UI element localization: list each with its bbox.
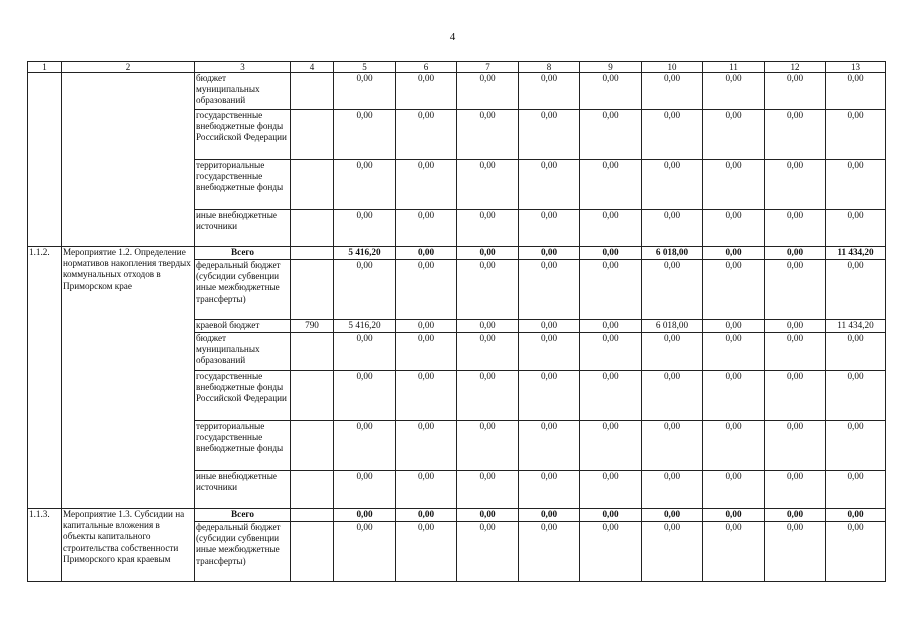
value-cell: 0,00 xyxy=(765,522,826,582)
value-cell: 0,00 xyxy=(334,160,396,210)
value-cell: 0,00 xyxy=(519,320,580,333)
value-cell: 0,00 xyxy=(765,320,826,333)
value-cell: 0,00 xyxy=(580,73,642,110)
funding-source: федеральный бюджет (субсидии субвенции иные межбюджетные трансферты) xyxy=(195,260,291,320)
value-cell: 0,00 xyxy=(580,371,642,421)
value-cell: 0,00 xyxy=(642,333,703,371)
value-cell: 0,00 xyxy=(334,509,396,522)
value-cell: 0,00 xyxy=(642,73,703,110)
value-cell: 0,00 xyxy=(396,333,457,371)
value-cell: 0,00 xyxy=(642,471,703,509)
value-cell: 0,00 xyxy=(580,333,642,371)
value-cell: 0,00 xyxy=(457,471,519,509)
value-cell: 0,00 xyxy=(457,73,519,110)
value-cell: 0,00 xyxy=(765,210,826,247)
value-cell: 0,00 xyxy=(396,320,457,333)
value-cell: 0,00 xyxy=(642,210,703,247)
item-code: 1.1.3. xyxy=(28,509,62,582)
value-cell: 0,00 xyxy=(519,110,580,160)
value-cell: 0,00 xyxy=(826,371,886,421)
value-cell: 6 018,00 xyxy=(642,247,703,260)
value-cell: 0,00 xyxy=(519,333,580,371)
budget-code xyxy=(291,333,334,371)
value-cell: 0,00 xyxy=(826,260,886,320)
value-cell: 0,00 xyxy=(396,509,457,522)
value-cell: 0,00 xyxy=(703,247,765,260)
value-cell: 0,00 xyxy=(396,73,457,110)
value-cell: 0,00 xyxy=(396,160,457,210)
funding-source: бюджет муниципальных образований xyxy=(195,333,291,371)
value-cell: 0,00 xyxy=(334,73,396,110)
value-cell: 0,00 xyxy=(703,371,765,421)
value-cell: 0,00 xyxy=(826,421,886,471)
value-cell: 0,00 xyxy=(457,320,519,333)
value-cell: 0,00 xyxy=(765,247,826,260)
value-cell: 0,00 xyxy=(642,110,703,160)
value-cell: 0,00 xyxy=(457,522,519,582)
value-cell: 0,00 xyxy=(334,471,396,509)
value-cell: 0,00 xyxy=(396,110,457,160)
value-cell: 5 416,20 xyxy=(334,320,396,333)
budget-code xyxy=(291,110,334,160)
value-cell: 0,00 xyxy=(826,333,886,371)
value-cell: 0,00 xyxy=(334,421,396,471)
funding-source: федеральный бюджет (субсидии субвенции иные межбюджетные трансферты) xyxy=(195,522,291,582)
value-cell: 0,00 xyxy=(457,260,519,320)
funding-source: иные внебюджетные источники xyxy=(195,210,291,247)
header-cell: 8 xyxy=(519,62,580,73)
funding-source: территориальные государственные внебюджетные фонды xyxy=(195,160,291,210)
budget-code xyxy=(291,471,334,509)
value-cell: 0,00 xyxy=(334,522,396,582)
funding-source: краевой бюджет xyxy=(195,320,291,333)
value-cell: 0,00 xyxy=(580,110,642,160)
value-cell: 0,00 xyxy=(519,522,580,582)
value-cell: 0,00 xyxy=(457,110,519,160)
value-cell: 0,00 xyxy=(396,260,457,320)
value-cell: 11 434,20 xyxy=(826,320,886,333)
value-cell: 0,00 xyxy=(519,160,580,210)
value-cell: 0,00 xyxy=(457,210,519,247)
value-cell: 0,00 xyxy=(642,421,703,471)
value-cell: 0,00 xyxy=(396,210,457,247)
value-cell: 0,00 xyxy=(580,320,642,333)
value-cell: 0,00 xyxy=(703,210,765,247)
value-cell: 0,00 xyxy=(765,160,826,210)
table-row xyxy=(28,247,886,260)
item-code: 1.1.2. xyxy=(28,247,62,509)
value-cell: 0,00 xyxy=(519,471,580,509)
budget-code xyxy=(291,260,334,320)
value-cell: 0,00 xyxy=(334,333,396,371)
item-code xyxy=(28,73,62,247)
budget-code xyxy=(291,421,334,471)
value-cell: 0,00 xyxy=(765,509,826,522)
value-cell: 0,00 xyxy=(580,160,642,210)
value-cell: 0,00 xyxy=(765,333,826,371)
value-cell: 0,00 xyxy=(519,509,580,522)
value-cell: 0,00 xyxy=(580,210,642,247)
value-cell: 0,00 xyxy=(580,522,642,582)
funding-source: бюджет муниципальных образований xyxy=(195,73,291,110)
value-cell: 0,00 xyxy=(765,371,826,421)
value-cell: 0,00 xyxy=(703,160,765,210)
header-cell: 13 xyxy=(826,62,886,73)
header-cell: 2 xyxy=(62,62,195,73)
funding-source: территориальные государственные внебюджетные фонды xyxy=(195,421,291,471)
value-cell: 0,00 xyxy=(765,421,826,471)
budget-code xyxy=(291,210,334,247)
value-cell: 0,00 xyxy=(826,522,886,582)
value-cell: 0,00 xyxy=(703,522,765,582)
budget-code xyxy=(291,522,334,582)
item-description xyxy=(62,73,195,247)
header-cell: 5 xyxy=(334,62,396,73)
table-row xyxy=(28,509,886,522)
value-cell: 0,00 xyxy=(703,260,765,320)
value-cell: 0,00 xyxy=(703,73,765,110)
value-cell: 0,00 xyxy=(334,260,396,320)
budget-code xyxy=(291,509,334,522)
budget-code xyxy=(291,160,334,210)
value-cell: 0,00 xyxy=(580,509,642,522)
value-cell: 0,00 xyxy=(642,509,703,522)
value-cell: 0,00 xyxy=(519,421,580,471)
value-cell: 0,00 xyxy=(457,371,519,421)
value-cell: 0,00 xyxy=(642,371,703,421)
value-cell: 0,00 xyxy=(334,371,396,421)
header-cell: 4 xyxy=(291,62,334,73)
value-cell: 0,00 xyxy=(703,471,765,509)
value-cell: 0,00 xyxy=(826,160,886,210)
page-number: 4 xyxy=(449,31,456,43)
value-cell: 0,00 xyxy=(457,333,519,371)
value-cell: 0,00 xyxy=(519,260,580,320)
value-cell: 0,00 xyxy=(642,160,703,210)
budget-table xyxy=(27,61,886,582)
value-cell: 0,00 xyxy=(703,320,765,333)
value-cell: 0,00 xyxy=(642,522,703,582)
value-cell: 11 434,20 xyxy=(826,247,886,260)
budget-code: 790 xyxy=(291,320,334,333)
budget-code xyxy=(291,371,334,421)
funding-source: Всего xyxy=(195,247,291,260)
value-cell: 0,00 xyxy=(457,247,519,260)
value-cell: 0,00 xyxy=(765,471,826,509)
value-cell: 0,00 xyxy=(334,110,396,160)
item-description: Мероприятие 1.3. Субсидии на капитальные вложения в объекты капитального строительства собственности Приморского края краевым xyxy=(62,509,195,582)
budget-code xyxy=(291,73,334,110)
value-cell: 0,00 xyxy=(826,471,886,509)
value-cell: 5 416,20 xyxy=(334,247,396,260)
funding-source: государственные внебюджетные фонды Российской Федерации xyxy=(195,371,291,421)
value-cell: 0,00 xyxy=(826,210,886,247)
value-cell: 0,00 xyxy=(826,509,886,522)
header-cell: 7 xyxy=(457,62,519,73)
value-cell: 0,00 xyxy=(826,110,886,160)
value-cell: 0,00 xyxy=(519,73,580,110)
value-cell: 0,00 xyxy=(826,73,886,110)
value-cell: 0,00 xyxy=(765,73,826,110)
header-row xyxy=(28,62,886,73)
value-cell: 0,00 xyxy=(396,522,457,582)
header-cell: 1 xyxy=(28,62,62,73)
value-cell: 0,00 xyxy=(396,247,457,260)
value-cell: 0,00 xyxy=(457,421,519,471)
value-cell: 0,00 xyxy=(519,371,580,421)
header-cell: 6 xyxy=(396,62,457,73)
table-row xyxy=(28,73,886,110)
header-cell: 3 xyxy=(195,62,291,73)
value-cell: 0,00 xyxy=(703,421,765,471)
funding-source: иные внебюджетные источники xyxy=(195,471,291,509)
item-description: Мероприятие 1.2. Определение нормативов накопления твердых коммунальных отходов в Приморском крае xyxy=(62,247,195,509)
value-cell: 0,00 xyxy=(519,210,580,247)
header-cell: 9 xyxy=(580,62,642,73)
header-cell: 11 xyxy=(703,62,765,73)
value-cell: 0,00 xyxy=(334,210,396,247)
value-cell: 0,00 xyxy=(703,509,765,522)
funding-source: государственные внебюджетные фонды Российской Федерации xyxy=(195,110,291,160)
value-cell: 0,00 xyxy=(765,260,826,320)
value-cell: 0,00 xyxy=(580,260,642,320)
budget-code xyxy=(291,247,334,260)
value-cell: 6 018,00 xyxy=(642,320,703,333)
value-cell: 0,00 xyxy=(642,260,703,320)
value-cell: 0,00 xyxy=(580,471,642,509)
funding-source: Всего xyxy=(195,509,291,522)
value-cell: 0,00 xyxy=(703,333,765,371)
value-cell: 0,00 xyxy=(396,371,457,421)
value-cell: 0,00 xyxy=(580,421,642,471)
header-cell: 12 xyxy=(765,62,826,73)
value-cell: 0,00 xyxy=(396,471,457,509)
value-cell: 0,00 xyxy=(457,160,519,210)
value-cell: 0,00 xyxy=(703,110,765,160)
value-cell: 0,00 xyxy=(519,247,580,260)
value-cell: 0,00 xyxy=(580,247,642,260)
value-cell: 0,00 xyxy=(765,110,826,160)
header-cell: 10 xyxy=(642,62,703,73)
value-cell: 0,00 xyxy=(396,421,457,471)
value-cell: 0,00 xyxy=(457,509,519,522)
